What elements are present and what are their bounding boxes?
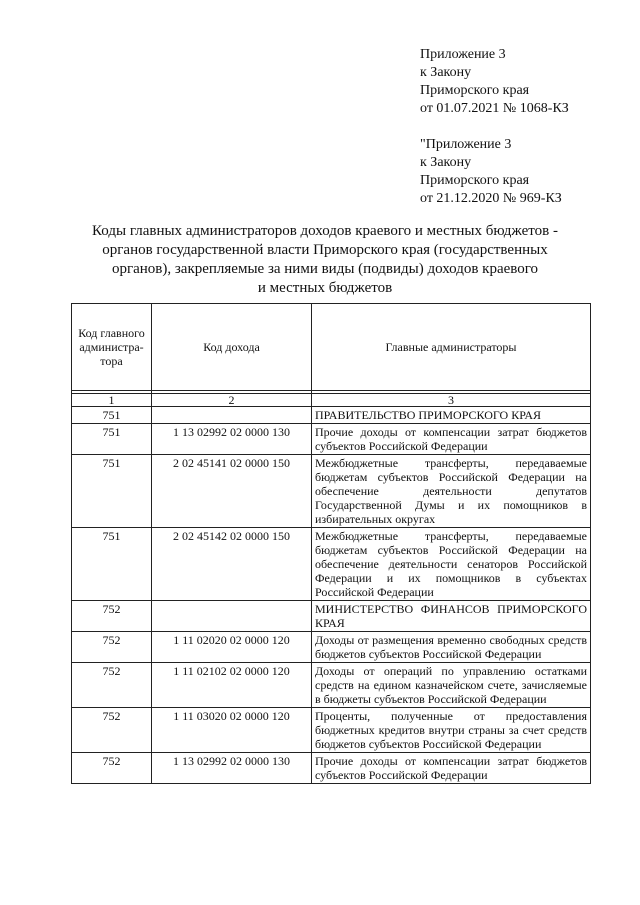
approval-line: к Закону	[420, 65, 472, 80]
document-title	[60, 222, 590, 298]
approval-note-original	[420, 136, 562, 208]
income-code-cell	[152, 601, 312, 632]
admin-code-cell: 752	[72, 708, 152, 753]
table-row	[72, 632, 591, 663]
column-number-row	[72, 394, 591, 407]
approval-line: к Закону	[420, 155, 472, 170]
table-row	[72, 528, 591, 601]
income-code-cell: 1 13 02992 02 0000 130	[152, 424, 312, 455]
approval-line: "Приложение 3	[420, 137, 512, 152]
income-code-cell: 1 11 02102 02 0000 120	[152, 663, 312, 708]
table-row	[72, 663, 591, 708]
title-line: Коды главных администраторов доходов краевого и местных бюджетов -	[92, 223, 558, 239]
title-line: органов), закрепляемые за ними виды (подвиды) доходов краевого	[111, 261, 539, 277]
income-code-cell: 1 11 03020 02 0000 120	[152, 708, 312, 753]
column-number: 2	[152, 394, 312, 407]
table-row	[72, 407, 591, 424]
income-code-cell: 2 02 45141 02 0000 150	[152, 455, 312, 528]
approval-note-current	[420, 46, 569, 118]
income-code-cell: 1 11 02020 02 0000 120	[152, 632, 312, 663]
income-code-cell	[152, 407, 312, 424]
approval-line: от 01.07.2021 № 1068-КЗ	[420, 101, 569, 116]
table-row	[72, 708, 591, 753]
admin-code-cell: 752	[72, 753, 152, 784]
table-row	[72, 601, 591, 632]
approval-line: Приложение 3	[420, 47, 506, 62]
administrator-name-cell: Доходы от операций по управлению остатками средств на едином казначейском счете, зачисляемые в бюджеты субъектов Российской Федерации	[312, 663, 591, 708]
title-line: и местных бюджетов	[257, 280, 393, 296]
table-row	[72, 424, 591, 455]
admin-code-cell: 751	[72, 455, 152, 528]
column-number: 1	[72, 394, 152, 407]
administrator-name-cell: Доходы от размещения временно свободных средств бюджетов субъектов Российской Федерации	[312, 632, 591, 663]
administrator-name-cell: Прочие доходы от компенсации затрат бюджетов субъектов Российской Федерации	[312, 424, 591, 455]
income-codes-table	[71, 303, 591, 784]
administrator-name-cell: МИНИСТЕРСТВО ФИНАНСОВ ПРИМОРСКОГО КРАЯ	[312, 601, 591, 632]
table-header-row	[72, 304, 591, 391]
administrator-name-cell: Межбюджетные трансферты, передаваемые бюджетам субъектов Российской Федерации на обеспечение деятельности депутатов Государственной Думы и их помощников в избирательных округах	[312, 455, 591, 528]
title-line: органов государственной власти Приморского края (государственных	[102, 242, 548, 258]
income-code-cell: 1 13 02992 02 0000 130	[152, 753, 312, 784]
approval-line: Приморского края	[420, 173, 530, 188]
administrator-name-cell: Проценты, полученные от предоставления бюджетных кредитов внутри страны за счет средств бюджетов субъектов Российской Федерации	[312, 708, 591, 753]
column-number: 3	[312, 394, 591, 407]
administrator-name-cell: ПРАВИТЕЛЬСТВО ПРИМОРСКОГО КРАЯ	[312, 407, 591, 424]
admin-code-cell: 752	[72, 601, 152, 632]
table-row	[72, 455, 591, 528]
admin-code-cell: 752	[72, 632, 152, 663]
table-row	[72, 753, 591, 784]
income-code-cell: 2 02 45142 02 0000 150	[152, 528, 312, 601]
admin-code-cell: 751	[72, 528, 152, 601]
administrator-name-cell: Межбюджетные трансферты, передаваемые бюджетам субъектов Российской Федерации на обеспечение деятельности сенаторов Российской Федерации и их помощников в субъектах Российской Федерации	[312, 528, 591, 601]
header-administrators: Главные администраторы	[312, 304, 591, 391]
admin-code-cell: 751	[72, 407, 152, 424]
header-income-code: Код дохода	[152, 304, 312, 391]
approval-line: Приморского края	[420, 83, 530, 98]
admin-code-cell: 752	[72, 663, 152, 708]
table-body	[72, 391, 591, 784]
admin-code-cell: 751	[72, 424, 152, 455]
approval-line: от 21.12.2020 № 969-КЗ	[420, 191, 562, 206]
header-admin-code: Код главного администра-тора	[72, 304, 152, 391]
administrator-name-cell: Прочие доходы от компенсации затрат бюджетов субъектов Российской Федерации	[312, 753, 591, 784]
